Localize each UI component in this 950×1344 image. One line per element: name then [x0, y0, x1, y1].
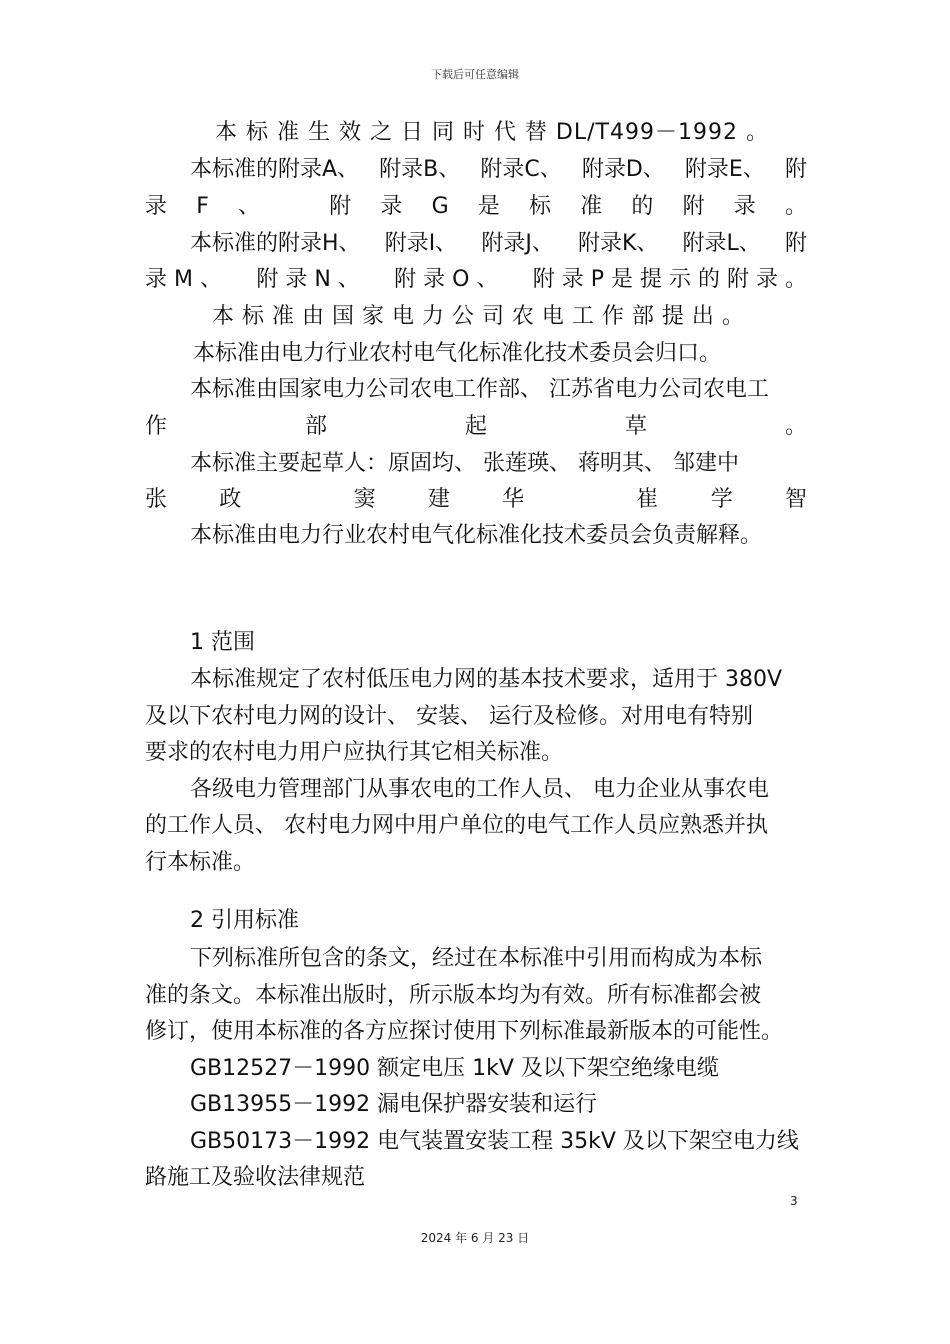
foreword-line-5: 录 M 、 附 录 N 、 附 录 O 、 附 录 P 是 提 示 的 附 录 。	[145, 267, 807, 292]
section-1-paragraph-2-line-3: 行本标准。	[145, 850, 256, 875]
foreword-line-2: 本标准的附录A、 附录B、 附录C、 附录D、 附录E、 附	[190, 157, 807, 182]
foreword-line-1: 本 标 准 生 效 之 日 同 时 代 替 DL/T499－1992 。	[215, 120, 769, 145]
foreword-line-9: 作 部 起 草 。	[145, 414, 807, 439]
section-1-paragraph-1-line-2: 及以下农村电力网的设计、 安装、 运行及检修。对用电有特别	[145, 704, 753, 729]
section-1-paragraph-2-line-1: 各级电力管理部门从事农电的工作人员、 电力企业从事农电	[190, 777, 769, 802]
foreword-line-8: 本标准由国家电力公司农电工作部、 江苏省电力公司农电工	[190, 377, 769, 402]
section-1-heading: 1 范围	[190, 630, 255, 655]
page-header: 下载后可任意编辑	[431, 68, 519, 81]
reference-gb12527: GB12527－1990 额定电压 1kV 及以下架空绝缘电缆	[190, 1056, 719, 1081]
section-1-paragraph-2-line-2: 的工作人员、 农村电力网中用户单位的电气工作人员应熟悉并执	[145, 813, 768, 838]
foreword-line-12: 本标准由电力行业农村电气化标准化技术委员会负责解释。	[190, 523, 763, 548]
page-number: 3	[790, 1194, 798, 1208]
foreword-line-10: 本标准主要起草人：原固均、 张莲瑛、 蒋明其、 邹建中	[190, 451, 739, 476]
foreword-line-3: 录 F 、 附 录 G 是 标 准 的 附 录 。	[145, 194, 807, 219]
section-2-paragraph-line-1: 下列标准所包含的条文，经过在本标准中引用而构成为本标	[190, 946, 763, 971]
section-1-paragraph-1-line-3: 要求的农村电力用户应执行其它相关标准。	[145, 740, 564, 765]
section-2-paragraph-line-2: 准的条文。本标准出版时，所示版本均为有效。所有标准都会被	[145, 983, 762, 1008]
section-2-heading: 2 引用标准	[190, 908, 299, 933]
foreword-line-4: 本标准的附录H、 附录I、 附录J、 附录K、 附录L、 附	[190, 231, 807, 256]
section-1-paragraph-1-line-1: 本标准规定了农村低压电力网的基本技术要求，适用于 380V	[190, 667, 783, 692]
section-2-paragraph-line-3: 修订，使用本标准的各方应探讨使用下列标准最新版本的可能性。	[145, 1019, 784, 1044]
foreword-line-7: 本标准由电力行业农村电气化标准化技术委员会归口。	[193, 341, 722, 366]
page-footer-date: 2024 年 6 月 23 日	[420, 1231, 530, 1245]
reference-gb50173: GB50173－1992 电气装置安装工程 35kV 及以下架空电力线	[190, 1129, 799, 1154]
foreword-line-11: 张 政 窦 建 华 崔 学 智	[145, 487, 807, 512]
foreword-line-6: 本 标 准 由 国 家 电 力 公 司 农 电 工 作 部 提 出 。	[212, 304, 745, 329]
reference-gb13955: GB13955－1992 漏电保护器安装和运行	[190, 1092, 598, 1117]
reference-gb50173-continued: 路施工及验收法律规范	[145, 1165, 366, 1190]
